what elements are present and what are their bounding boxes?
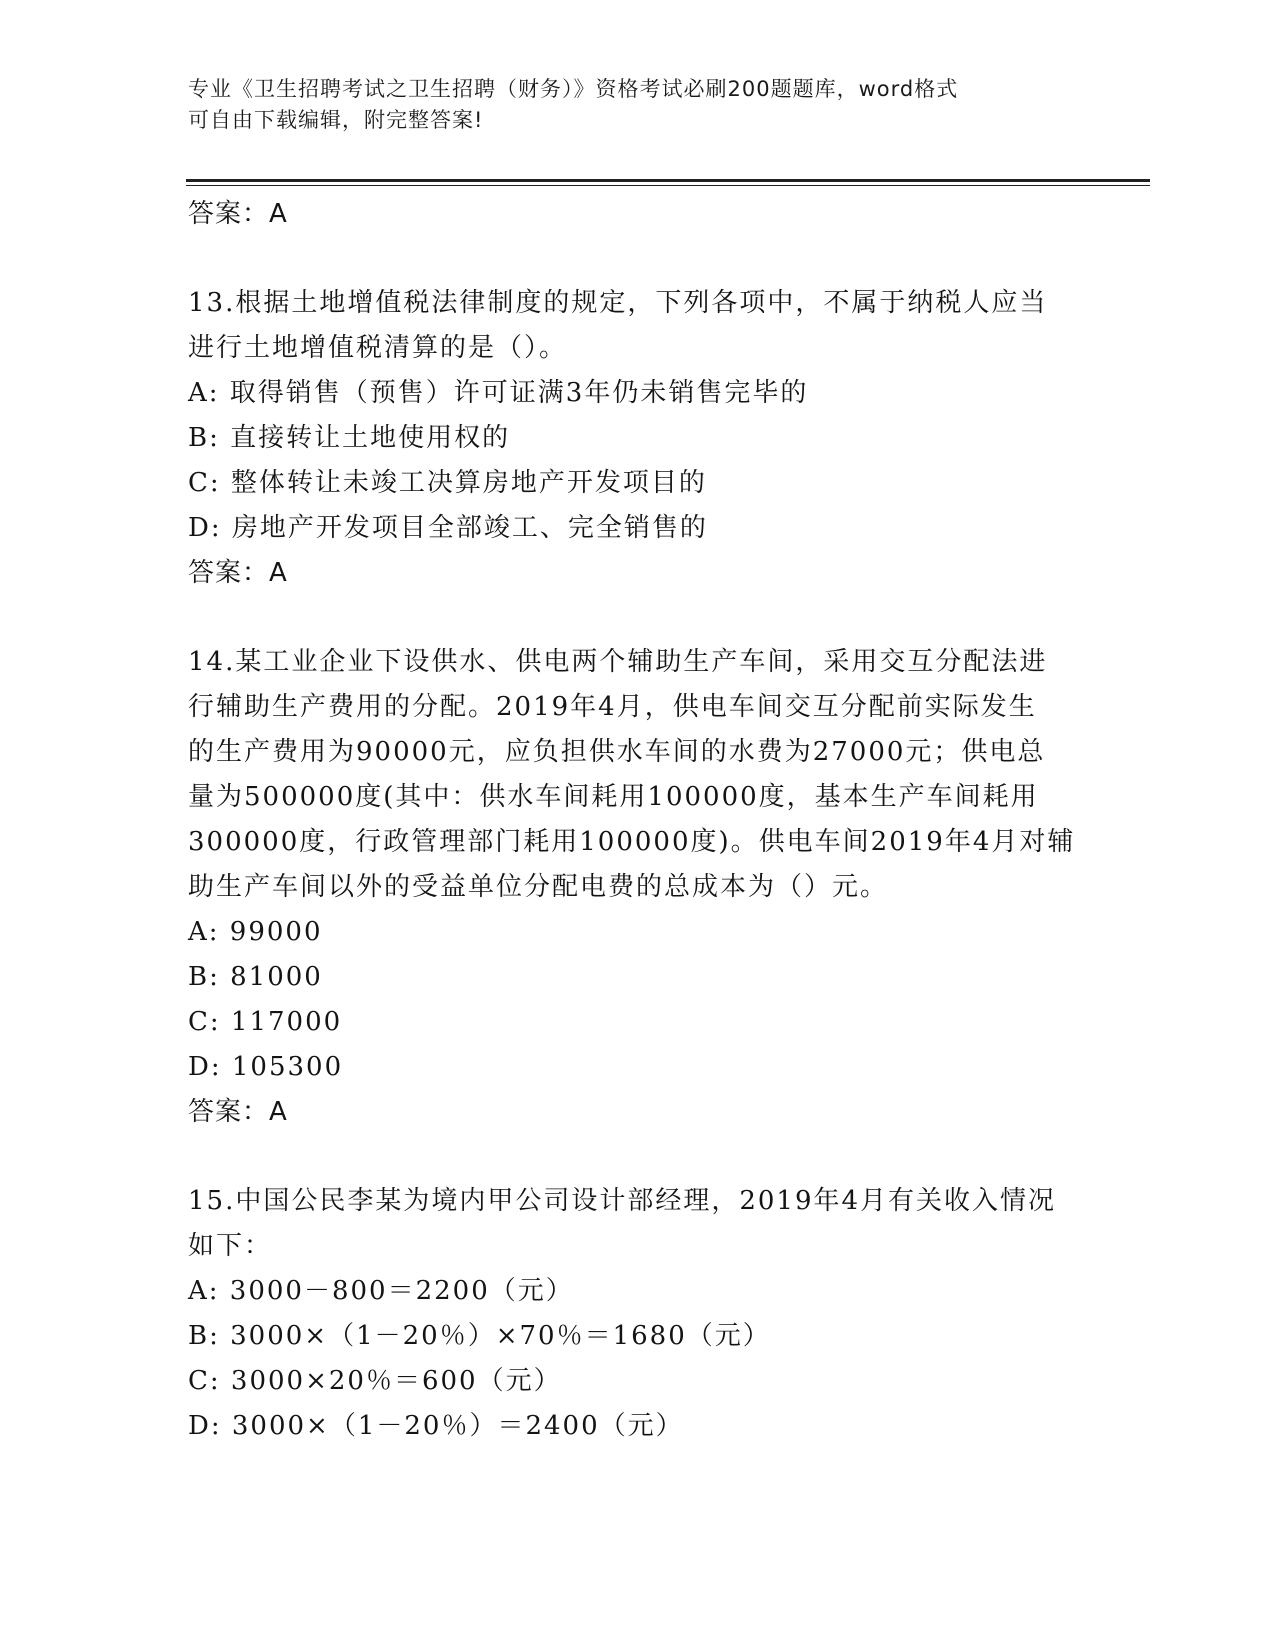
question-stem-line: 13.根据土地增值税法律制度的规定，下列各项中，不属于纳税人应当: [188, 288, 1048, 318]
question-stem-line: 量为500000度(其中：供水车间耗用100000度，基本生产车间耗用: [188, 782, 1039, 812]
option-d: D: 房地产开发项目全部竣工、完全销售的: [188, 513, 708, 543]
option-b: B: 3000×（1－20％）×70％＝1680（元）: [188, 1321, 771, 1351]
option-b: B: 81000: [188, 962, 323, 992]
header-rule-thin: [186, 185, 1150, 186]
option-c: C: 整体转让未竣工决算房地产开发项目的: [188, 468, 707, 498]
option-c: C: 117000: [188, 1007, 343, 1037]
question-stem-line: 行辅助生产费用的分配。2019年4月，供电车间交互分配前实际发生: [188, 692, 1037, 722]
answer-line: 答案：A: [188, 558, 288, 588]
option-b: B: 直接转让土地使用权的: [188, 423, 511, 453]
question-13: [188, 281, 1088, 596]
question-stem-line: 的生产费用为90000元，应负担供水车间的水费为27000元；供电总: [188, 737, 1046, 767]
answer-line: 答案：A: [188, 1097, 288, 1127]
question-stem-line: 15.中国公民李某为境内甲公司设计部经理，2019年4月有关收入情况: [188, 1186, 1057, 1216]
option-d: D: 3000×（1－20％）＝2400（元）: [188, 1411, 684, 1441]
header-line-2: 可自由下载编辑，附完整答案!: [188, 108, 484, 132]
question-15: [188, 1179, 1088, 1449]
document-body: [188, 192, 1088, 1449]
header-rule-thick: [186, 179, 1150, 182]
document-header: [188, 74, 1068, 136]
option-a: A: 99000: [188, 917, 323, 947]
previous-answer: 答案：A: [188, 199, 288, 229]
question-stem-line: 14.某工业企业下设供水、供电两个辅助生产车间，采用交互分配法进: [188, 647, 1048, 677]
option-c: C: 3000×20％＝600（元）: [188, 1366, 562, 1396]
header-line-1: 专业《卫生招聘考试之卫生招聘（财务）》资格考试必刷200题题库，word格式: [188, 77, 959, 101]
option-d: D: 105300: [188, 1052, 344, 1082]
option-a: A: 取得销售（预售）许可证满3年仍未销售完毕的: [188, 378, 809, 408]
question-stem-line: 如下：: [188, 1231, 273, 1261]
question-14: [188, 640, 1088, 1135]
question-stem-line: 300000度，行政管理部门耗用100000度)。供电车间2019年4月对辅: [188, 827, 1076, 857]
question-stem-line: 进行土地增值税清算的是（）。: [188, 333, 568, 363]
option-a: A: 3000－800＝2200（元）: [188, 1276, 574, 1306]
question-stem-line: 助生产车间以外的受益单位分配电费的总成本为（）元。: [188, 872, 889, 902]
